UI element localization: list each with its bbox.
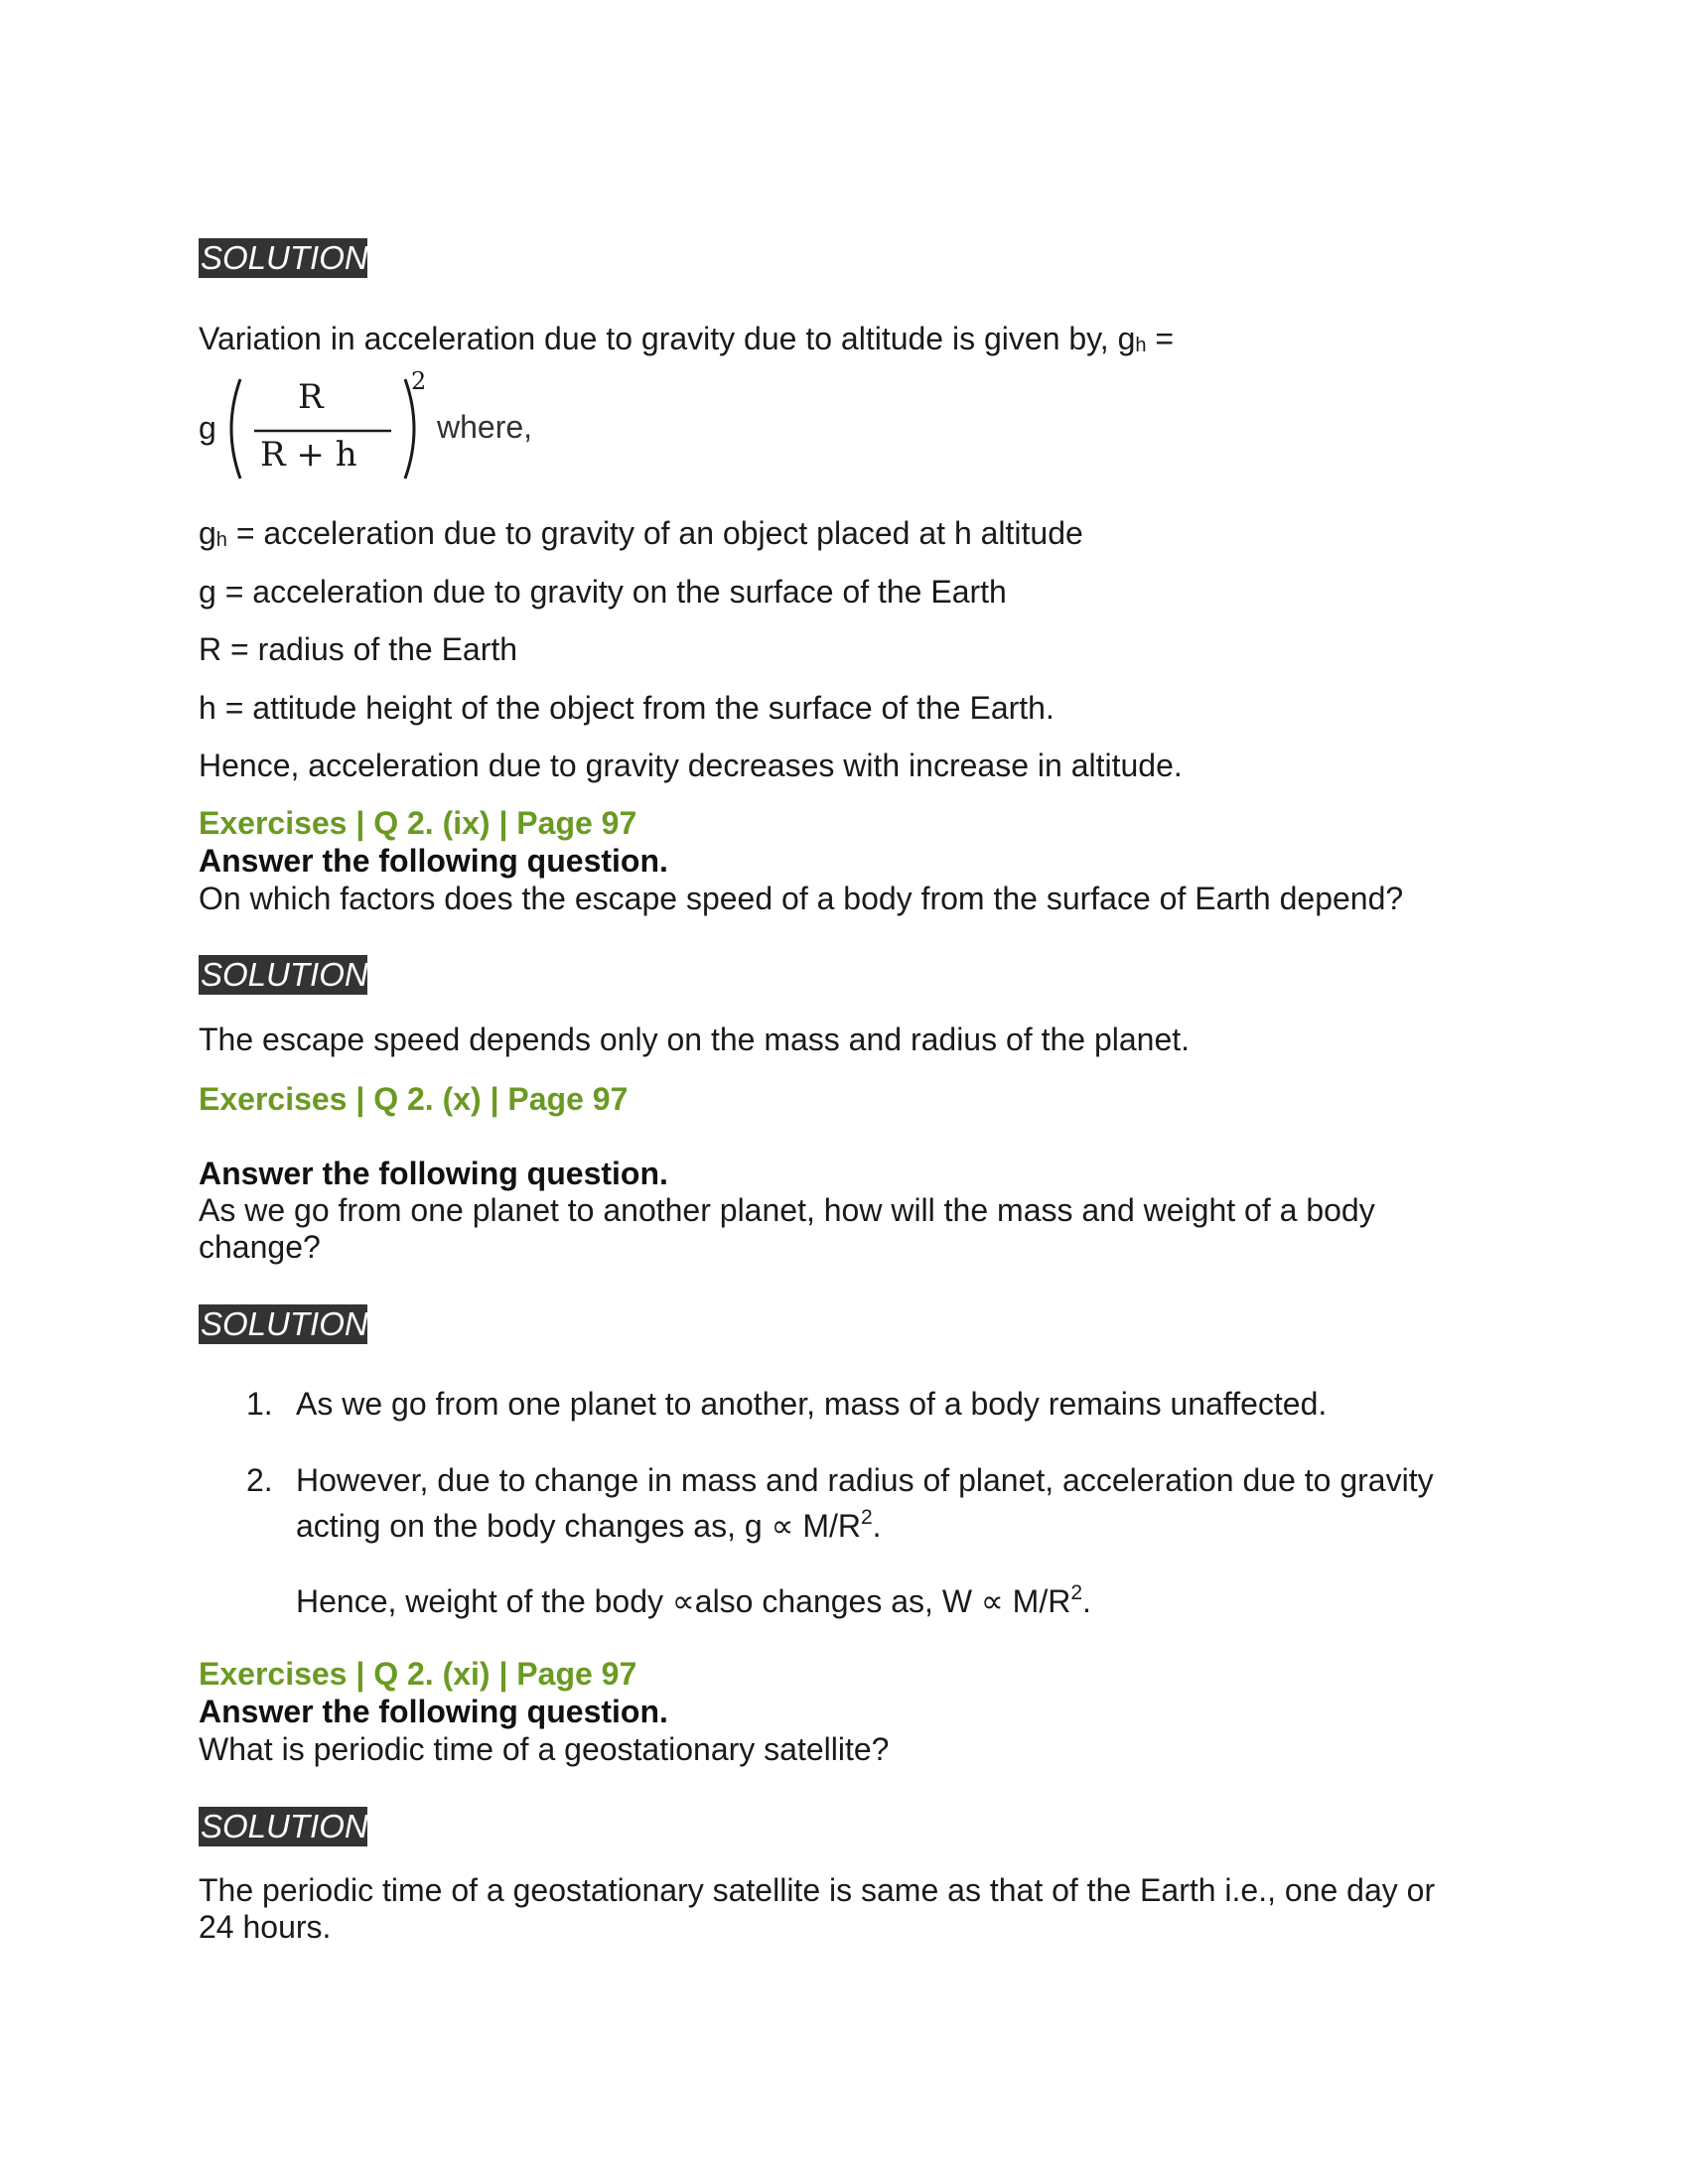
intro-sub: h	[1135, 335, 1147, 356]
formula-numerator: R	[298, 377, 324, 417]
formula-where: where,	[437, 409, 533, 445]
period: .	[872, 1508, 882, 1544]
answer-text-line2: 24 hours.	[199, 1909, 332, 1945]
answer-text-line1: The periodic time of a geostationary satellite is same as that of the Earth i.e., one day or	[199, 1872, 1436, 1908]
definition-h: h = attitude height of the object from the surface of the Earth.	[199, 690, 1055, 726]
question-heading: Exercises | Q 2. (x) | Page 97	[199, 1081, 629, 1117]
def-text: = acceleration due to gravity of an object placed at h altitude	[226, 515, 1083, 551]
intro-prefix: Variation in acceleration due to gravity due to altitude is given by, g	[199, 321, 1136, 356]
def-sym: g	[199, 515, 216, 551]
question-heading: Exercises | Q 2. (xi) | Page 97	[199, 1656, 637, 1692]
question-prompt: Answer the following question.	[199, 1156, 668, 1191]
definition-r: R = radius of the Earth	[199, 631, 518, 667]
list-item-text-line1: However, due to change in mass and radius of planet, acceleration due to gravity	[296, 1462, 1434, 1498]
formula-g: g	[199, 410, 216, 446]
solution-badge: SOLUTION	[201, 956, 368, 993]
solution-badge: SOLUTION	[201, 1305, 368, 1342]
question-prompt: Answer the following question.	[199, 1694, 668, 1729]
question-heading: Exercises | Q 2. (ix) | Page 97	[199, 805, 637, 841]
solution-badge: SOLUTION	[201, 239, 368, 276]
question-text: What is periodic time of a geostationary satellite?	[199, 1731, 890, 1767]
superscript: 2	[1070, 1581, 1082, 1604]
answer-text: The escape speed depends only on the mass and radius of the planet.	[199, 1022, 1191, 1057]
formula-exponent: 2	[411, 367, 427, 395]
intro-text	[199, 320, 1174, 364]
list-item-text-line3	[296, 1574, 1091, 1620]
period: .	[1082, 1583, 1091, 1619]
proportional-g: acting on the body changes as, g ∝ M/R	[296, 1508, 861, 1544]
question-text-line1: As we go from one planet to another planet, how will the mass and weight of a body	[199, 1192, 1375, 1228]
superscript: 2	[860, 1506, 873, 1529]
formula-denominator: R + h	[260, 435, 357, 475]
question-prompt: Answer the following question.	[199, 843, 668, 879]
intro-suffix: =	[1146, 321, 1175, 356]
definition-g: g = acceleration due to gravity on the surface of the Earth	[199, 574, 1007, 610]
list-item-text-line2	[296, 1499, 882, 1545]
gravity-altitude-formula	[199, 369, 596, 488]
proportional-w: Hence, weight of the body ∝also changes as, W ∝ M/R	[296, 1583, 1071, 1619]
list-item-text: As we go from one planet to another, mass of a body remains unaffected.	[296, 1386, 1328, 1422]
question-text-line2: change?	[199, 1229, 321, 1265]
list-number: 1.	[246, 1386, 273, 1422]
question-text: On which factors does the escape speed of a body from the surface of Earth depend?	[199, 881, 1404, 916]
list-number: 2.	[246, 1462, 273, 1498]
conclusion-text: Hence, acceleration due to gravity decreases with increase in altitude.	[199, 748, 1183, 783]
solution-badge: SOLUTION	[201, 1808, 368, 1844]
def-sub: h	[215, 529, 227, 551]
definition-gh	[199, 514, 1083, 559]
